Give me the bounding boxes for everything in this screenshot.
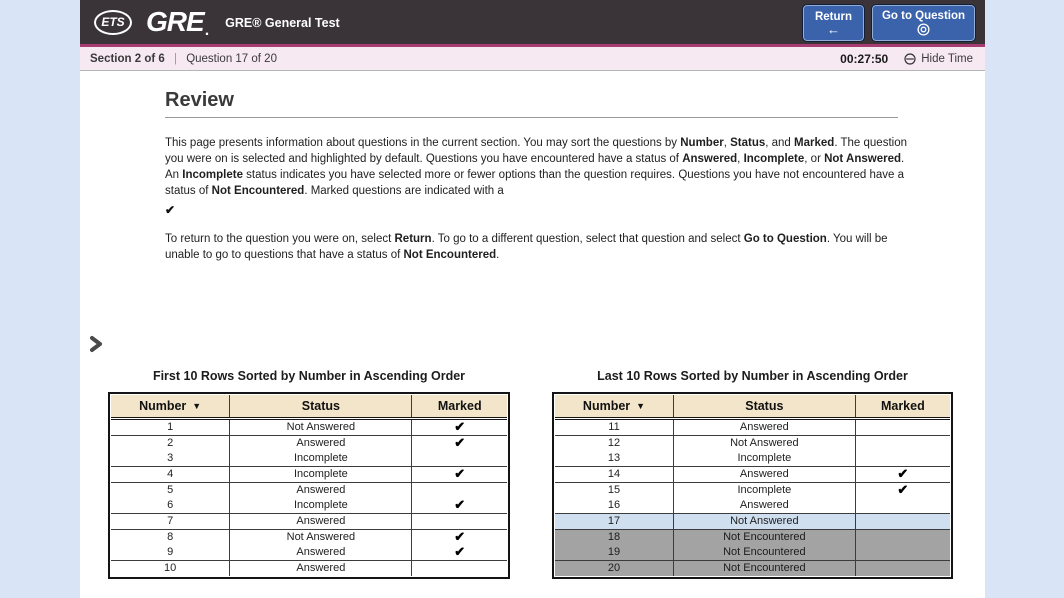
last-table xyxy=(552,392,953,579)
cell-number: 7 xyxy=(111,513,230,529)
cell-number: 11 xyxy=(555,418,674,435)
cell-status: Answered xyxy=(230,435,412,451)
target-icon xyxy=(917,23,930,37)
cell-marked: ✔ xyxy=(855,466,950,482)
cell-status: Not Answered xyxy=(674,435,856,451)
column-header-number-label: Number xyxy=(582,398,631,413)
cell-marked xyxy=(855,529,950,545)
return-button-label: Return xyxy=(814,11,853,23)
table-row[interactable] xyxy=(111,466,507,482)
go-to-question-button[interactable] xyxy=(871,4,976,42)
cell-status: Not Encountered xyxy=(674,560,856,576)
cell-number: 17 xyxy=(555,513,674,529)
cell-marked xyxy=(855,513,950,529)
header-button-group xyxy=(802,4,976,42)
cell-marked: ✔ xyxy=(897,482,909,497)
timer-area xyxy=(840,52,973,66)
cell-marked xyxy=(412,513,507,529)
cell-number: 6 xyxy=(111,498,230,514)
review-page xyxy=(80,71,985,597)
table-row[interactable] xyxy=(111,482,507,498)
cell-status: Not Answered xyxy=(230,418,412,435)
cell-status: Answered xyxy=(230,560,412,576)
hide-time-toggle[interactable]: Hide Time xyxy=(921,52,973,65)
cell-marked xyxy=(855,560,950,576)
cell-status: Incomplete xyxy=(230,466,412,482)
gre-test-window xyxy=(80,0,985,598)
return-button[interactable] xyxy=(802,4,865,42)
cell-marked xyxy=(855,435,950,451)
cell-status: Answered xyxy=(230,482,412,498)
table-row[interactable] xyxy=(555,435,950,451)
cell-status: Incomplete xyxy=(230,451,412,467)
question-indicator: Question 17 of 20 xyxy=(186,52,277,65)
status-separator: | xyxy=(173,52,177,65)
table-row[interactable] xyxy=(111,418,507,435)
table-row[interactable] xyxy=(111,451,507,467)
timer-value: 00:27:50 xyxy=(840,51,889,66)
cell-number: 18 xyxy=(555,529,674,545)
table-row[interactable] xyxy=(111,545,507,561)
cell-status: Not Answered xyxy=(230,529,412,545)
ets-logo xyxy=(94,10,132,35)
table-row[interactable] xyxy=(555,418,950,435)
table-row[interactable] xyxy=(555,451,950,467)
cell-number: 4 xyxy=(111,466,230,482)
cell-status: Not Encountered xyxy=(674,545,856,561)
column-header-marked[interactable]: Marked xyxy=(412,395,507,418)
cell-number: 19 xyxy=(555,545,674,561)
cell-marked xyxy=(855,418,950,435)
table-row[interactable] xyxy=(555,466,950,482)
cell-number: 8 xyxy=(111,529,230,545)
cell-marked: ✔ xyxy=(412,466,507,482)
gre-logo: GRE xyxy=(146,6,204,37)
column-header-number[interactable] xyxy=(111,395,230,418)
cell-marked xyxy=(855,545,950,561)
cell-number: 13 xyxy=(555,451,674,467)
page-title: Review xyxy=(165,89,234,111)
cell-number: 1 xyxy=(111,418,230,435)
cell-number: 16 xyxy=(555,498,674,514)
cell-marked: ✔ xyxy=(412,418,507,435)
cell-number: 20 xyxy=(555,560,674,576)
table-row[interactable] xyxy=(555,529,950,545)
table-row[interactable] xyxy=(555,560,950,576)
table-row[interactable] xyxy=(555,545,950,561)
first-table xyxy=(108,392,510,579)
table-row[interactable] xyxy=(111,560,507,576)
cell-status: Incomplete xyxy=(674,482,856,498)
cell-number: 12 xyxy=(555,435,674,451)
cell-marked: ✔ xyxy=(412,498,507,514)
top-header-bar xyxy=(80,0,985,44)
last-rows-table-section xyxy=(552,369,953,579)
table-row[interactable] xyxy=(111,498,507,514)
cell-status: Answered xyxy=(674,498,856,514)
status-bar xyxy=(80,47,985,71)
column-header-marked[interactable]: Marked xyxy=(855,395,950,418)
column-header-number-label: Number xyxy=(139,398,187,413)
cell-marked: ✔ xyxy=(454,529,466,544)
column-header-number[interactable] xyxy=(555,395,674,418)
cell-status: Not Encountered xyxy=(674,529,856,545)
gre-logo-dot: . xyxy=(204,22,210,39)
clock-icon xyxy=(904,53,916,65)
cell-number: 9 xyxy=(111,545,230,561)
cell-number: 10 xyxy=(111,560,230,576)
ets-logo-text: ETS xyxy=(101,15,125,29)
first-rows-table-section xyxy=(108,369,510,579)
cell-number: 3 xyxy=(111,451,230,467)
section-indicator: Section 2 of 6 xyxy=(90,52,165,65)
cell-number: 14 xyxy=(555,466,674,482)
column-header-status[interactable]: Status xyxy=(674,395,856,418)
first-table-title: First 10 Rows Sorted by Number in Ascending Order xyxy=(152,369,466,383)
progress-indicator xyxy=(90,53,277,65)
cell-status: Answered xyxy=(230,513,412,529)
cell-marked xyxy=(412,560,507,576)
table-row[interactable] xyxy=(111,513,507,529)
instructions-paragraph-2: To return to the question you were on, select Return. To go to a different question, select that question and select Go to Question. You will be unable to go to questions that have a status of Not Encountered. xyxy=(165,233,888,261)
sort-descending-icon: ▼ xyxy=(636,400,646,411)
cell-status: Answered xyxy=(230,545,412,561)
table-header-row xyxy=(111,395,507,418)
cell-marked xyxy=(412,482,507,498)
cell-status: Answered xyxy=(674,418,856,435)
go-to-question-button-label: Go to Question xyxy=(881,9,966,22)
last-table-title: Last 10 Rows Sorted by Number in Ascending Order xyxy=(597,369,908,383)
sort-descending-icon: ▼ xyxy=(192,400,202,411)
table-row[interactable] xyxy=(111,435,507,451)
product-title: GRE® General Test xyxy=(225,16,340,30)
table-row[interactable] xyxy=(555,498,950,514)
cell-status: Answered xyxy=(674,466,856,482)
instructions-paragraph-1: This page presents information about questions in the current section. You may sort the questions by Number, Status, and Marked. The question you were on is selected and highlighted by default. Questions you have encountered have a status of Answered, Incomplete, or Not Answered. An Incomplete status indicates you have selected more or fewer options than the question requires. Questions you have not encountered have a status of Not Encountered. Marked questions are indicated with a xyxy=(165,137,907,197)
table-row[interactable] xyxy=(111,529,507,545)
column-header-status[interactable]: Status xyxy=(230,395,412,418)
cell-number: 2 xyxy=(111,435,230,451)
table-row[interactable] xyxy=(555,482,950,498)
cell-number: 15 xyxy=(555,482,674,498)
cell-status: Incomplete xyxy=(230,498,412,514)
left-arrow-icon: ← xyxy=(827,22,840,37)
chevron-right-icon[interactable] xyxy=(88,335,104,353)
cell-marked xyxy=(412,451,507,467)
cell-marked: ✔ xyxy=(412,545,507,561)
cell-status: Incomplete xyxy=(674,451,856,467)
table-row[interactable] xyxy=(555,513,950,529)
table-header-row xyxy=(555,395,950,418)
cell-marked: ✔ xyxy=(454,435,466,450)
cell-number: 5 xyxy=(111,482,230,498)
check-glyph-example: ✔ xyxy=(165,203,176,217)
title-underline xyxy=(165,117,898,118)
cell-marked xyxy=(855,498,950,514)
cell-marked xyxy=(855,451,950,467)
cell-status: Not Answered xyxy=(674,513,856,529)
